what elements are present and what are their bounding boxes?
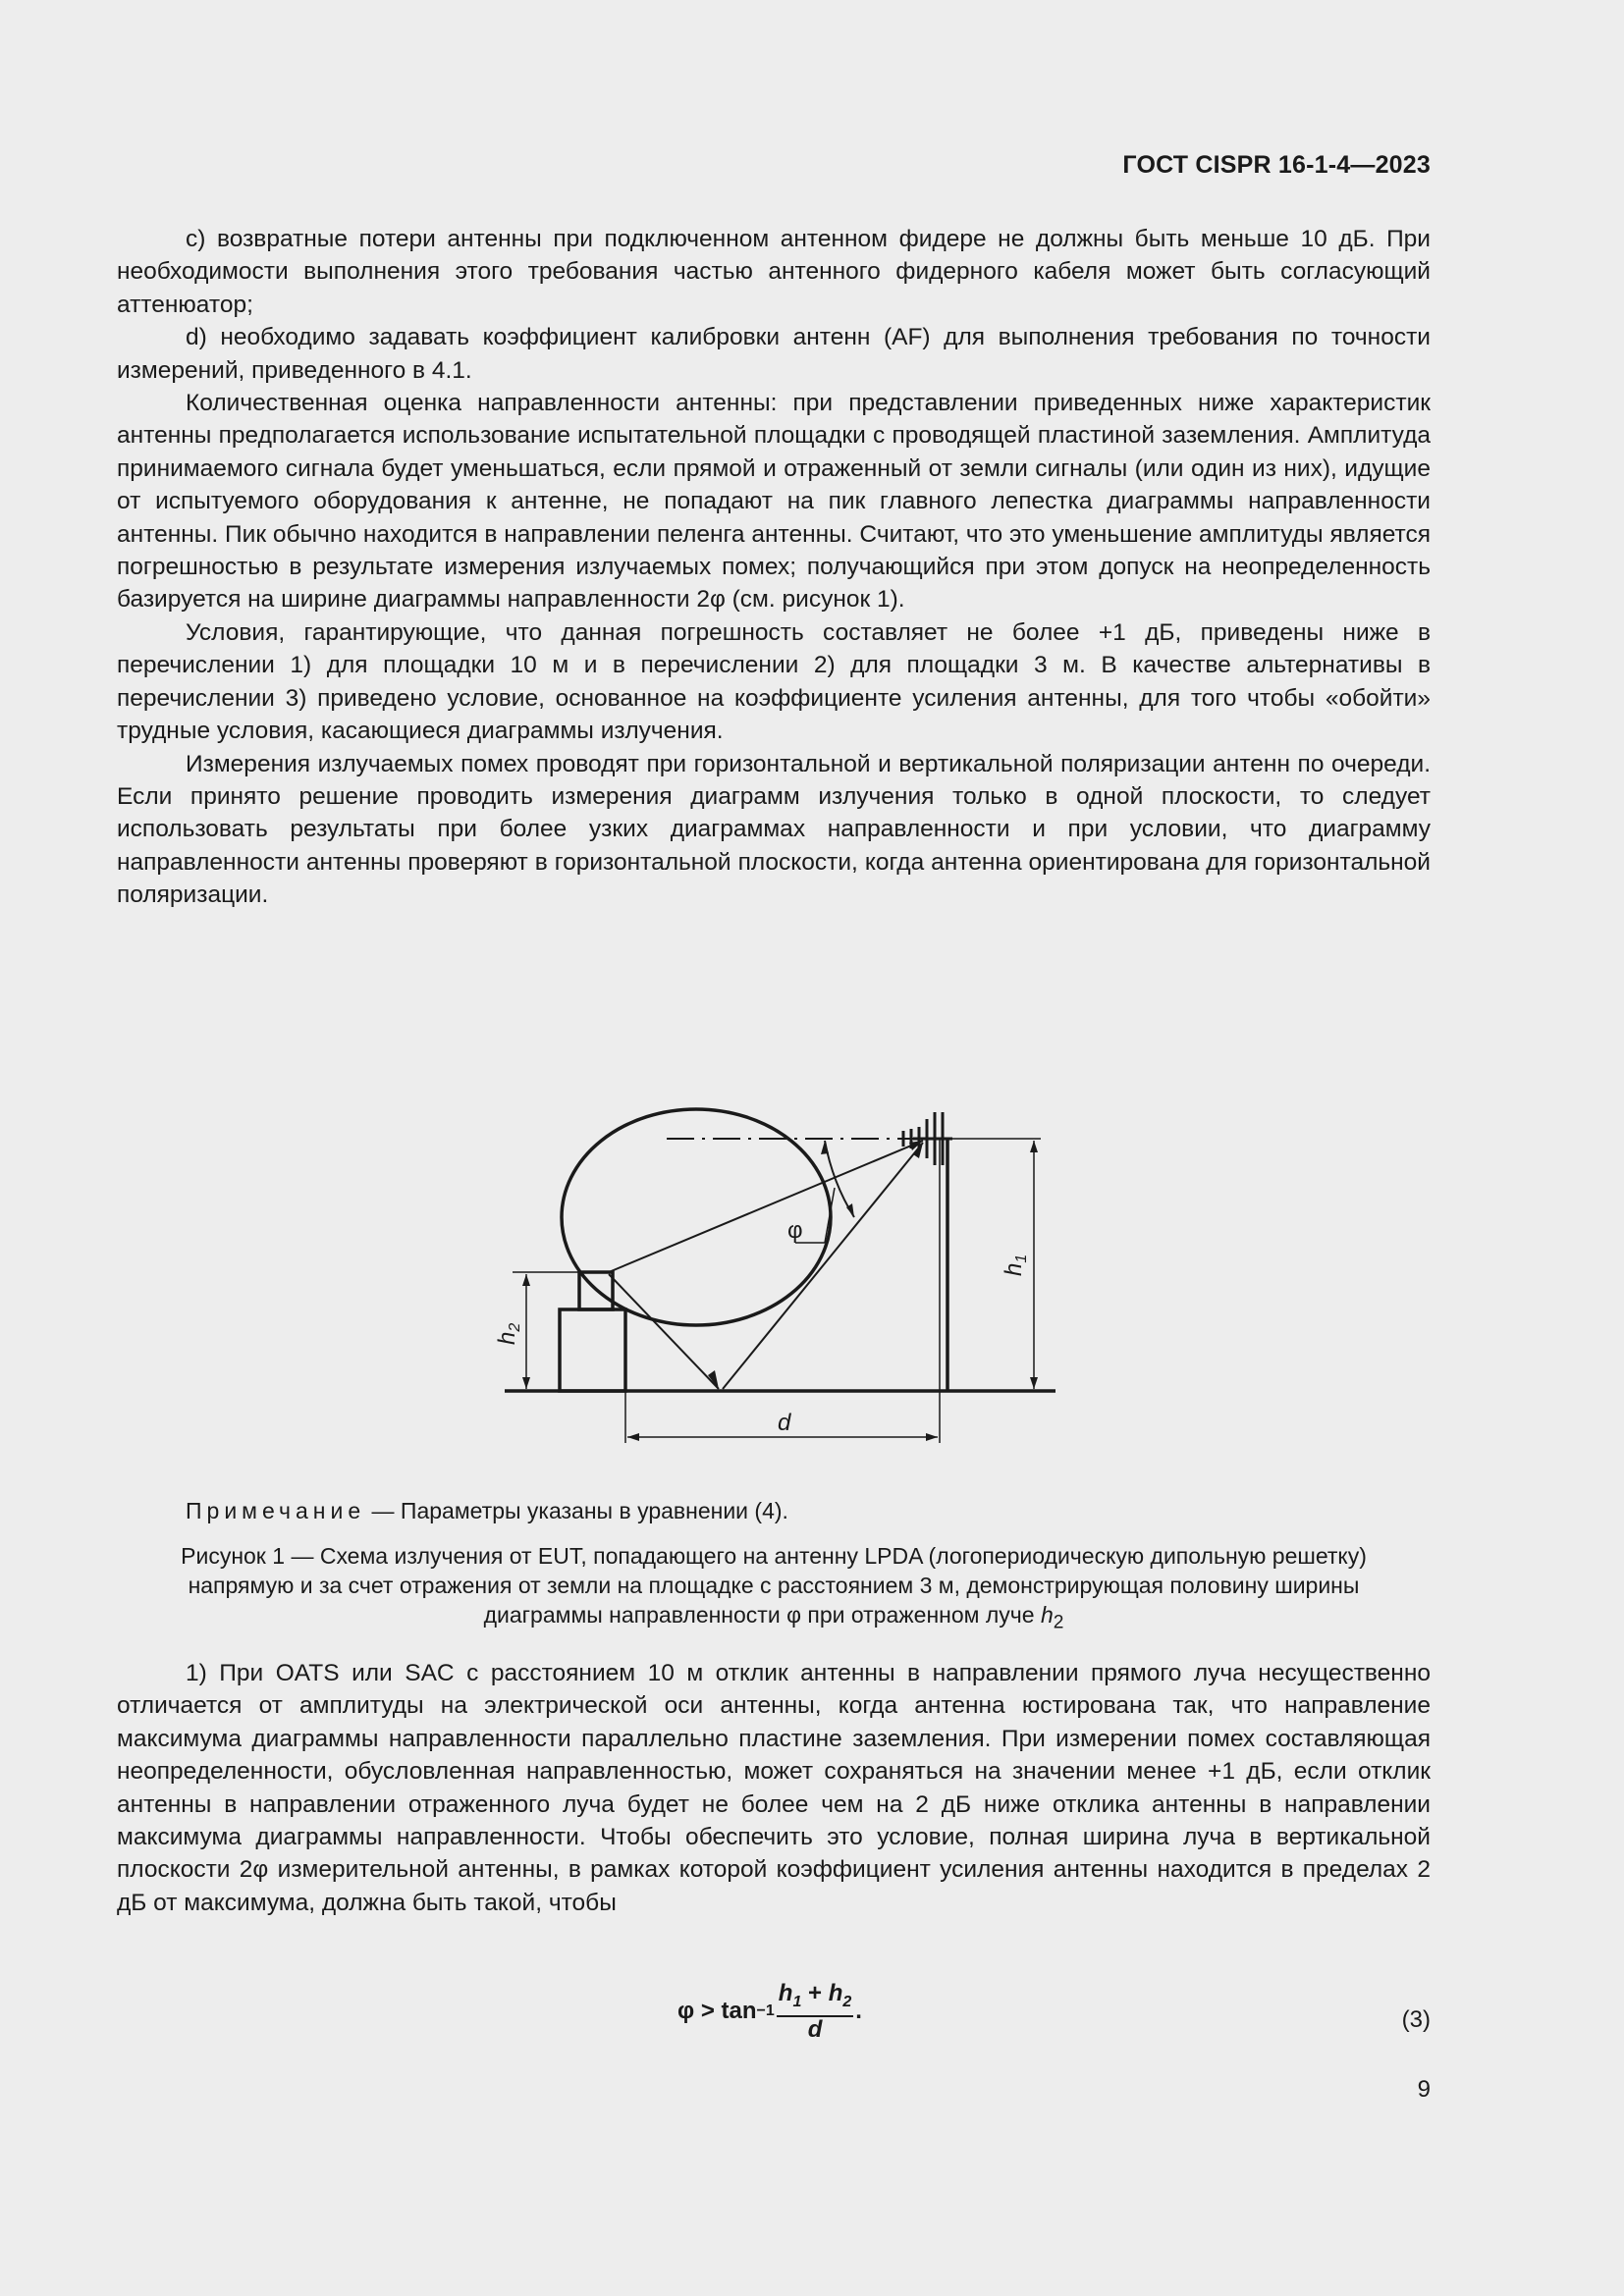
d-label: d	[778, 1410, 791, 1436]
equation-number: (3)	[1401, 2006, 1431, 2033]
eut-base-box	[560, 1309, 625, 1391]
formula-fraction: $\frac{h_1 + h_2}{d}$	[778, 1980, 852, 2043]
caption-line: диаграммы направленности φ при отраженном луче $h_2$	[483, 1602, 1064, 1633]
phi-label: φ	[787, 1217, 803, 1244]
paragraph: 1) При OATS или SAC с расстоянием 10 м отклик антенны в направлении прямого луча несущественно отличается от амплитуды на электрической оси антенны, когда антенна юстирована так, что направление максимума диаграммы направленности параллельно пластине заземления. При измерении помех составляющая неопределенности, обусловленная направленностью, может сохраняться на значении менее +1 дБ, если отклик антенны в направлении отраженного луча будет не более чем на 2 дБ ниже отклика антенны в направлении максимума диаграммы направленности. Чтобы обеспечить это условие, полная ширина луча в вертикальной плоскости 2φ измерительной антенны, в рамках которой коэффициент усиления антенны находится в пределах 2 дБ от максимума, должна быть такой, чтобы	[117, 1660, 1431, 1916]
note-text: — Параметры указаны в уравнении (4).	[365, 1498, 788, 1523]
caption-line: Рисунок 1 — Схема излучения от EUT, попадающего на антенну LPDA (логопериодическую дипольную решетку)	[181, 1543, 1367, 1569]
body-text-bottom	[117, 1657, 1431, 1919]
figure-note	[186, 1498, 788, 1524]
h2-label: $h_2$	[494, 1322, 523, 1345]
page-number: 9	[1417, 2076, 1431, 2103]
caption-line: напрямую и за счет отражения от земли на площадке с расстоянием 3 м, демонстрирующая половину ширины	[188, 1573, 1360, 1598]
paragraph: c) возвратные потери антенны при подключенном антенном фидере не должны быть меньше 10 дБ. При необходимости выполнения этого требования частью антенного фидерного кабеля может быть согласующий аттенюатор;	[117, 226, 1431, 318]
figure-1-diagram	[491, 972, 1080, 1468]
formula-3: φ > tan −1 $\frac{h_1 + h_2}{d}$ .	[677, 1980, 862, 2043]
body-text-top	[117, 223, 1431, 912]
paragraph: d) необходимо задавать коэффициент калибровки антенн (AF) для выполнения требования по точности измерений, приведенного в 4.1.	[117, 324, 1431, 384]
note-lead: Примечание	[186, 1498, 366, 1523]
paragraph: Количественная оценка направленности антенны: при представлении приведенных ниже характеристик антенны предполагается использование испытательной площадки с проводящей пластиной заземления. Амплитуда принимаемого сигнала будет уменьшаться, если прямой и отраженный от земли сигналы (или один из них), идущие от испытуемого оборудования к антенне, не попадают на пик главного лепестка диаграммы направленности антенны. Пик обычно находится в направлении пеленга антенны. Считают, что это уменьшение амплитуды является погрешностью в результате измерения излучаемых помех; получающийся при этом допуск на неопределенность базируется на ширине диаграммы направленности 2φ (см. рисунок 1).	[117, 390, 1431, 614]
h1-label: $h_1$	[1001, 1254, 1030, 1276]
paragraph: Измерения излучаемых помех проводят при горизонтальной и вертикальной поляризации антенн по очереди. Если принято решение проводить измерения диаграмм излучения только в одной плоскости, то следует использовать результаты при более узких диаграммах направленности и при условии, что диаграмму направленности антенны проверяют в горизонтальной плоскости, когда антенна ориентирована для горизонтальной поляризации.	[117, 750, 1431, 909]
figure-caption	[117, 1541, 1431, 1638]
paragraph: Условия, гарантирующие, что данная погрешность составляет не более +1 дБ, приведены ниже в перечислении 1) для площадки 10 м и в перечислении 2) для площадки 3 м. В качестве альтернативы в перечислении 3) приведено условие, основанное на коэффициенте усиления антенны, для того чтобы «обойти» трудные условия, касающиеся диаграммы излучения.	[117, 618, 1431, 745]
document-header: ГОСТ CISPR 16-1-4—2023	[1122, 151, 1431, 179]
direct-ray	[609, 1141, 923, 1272]
